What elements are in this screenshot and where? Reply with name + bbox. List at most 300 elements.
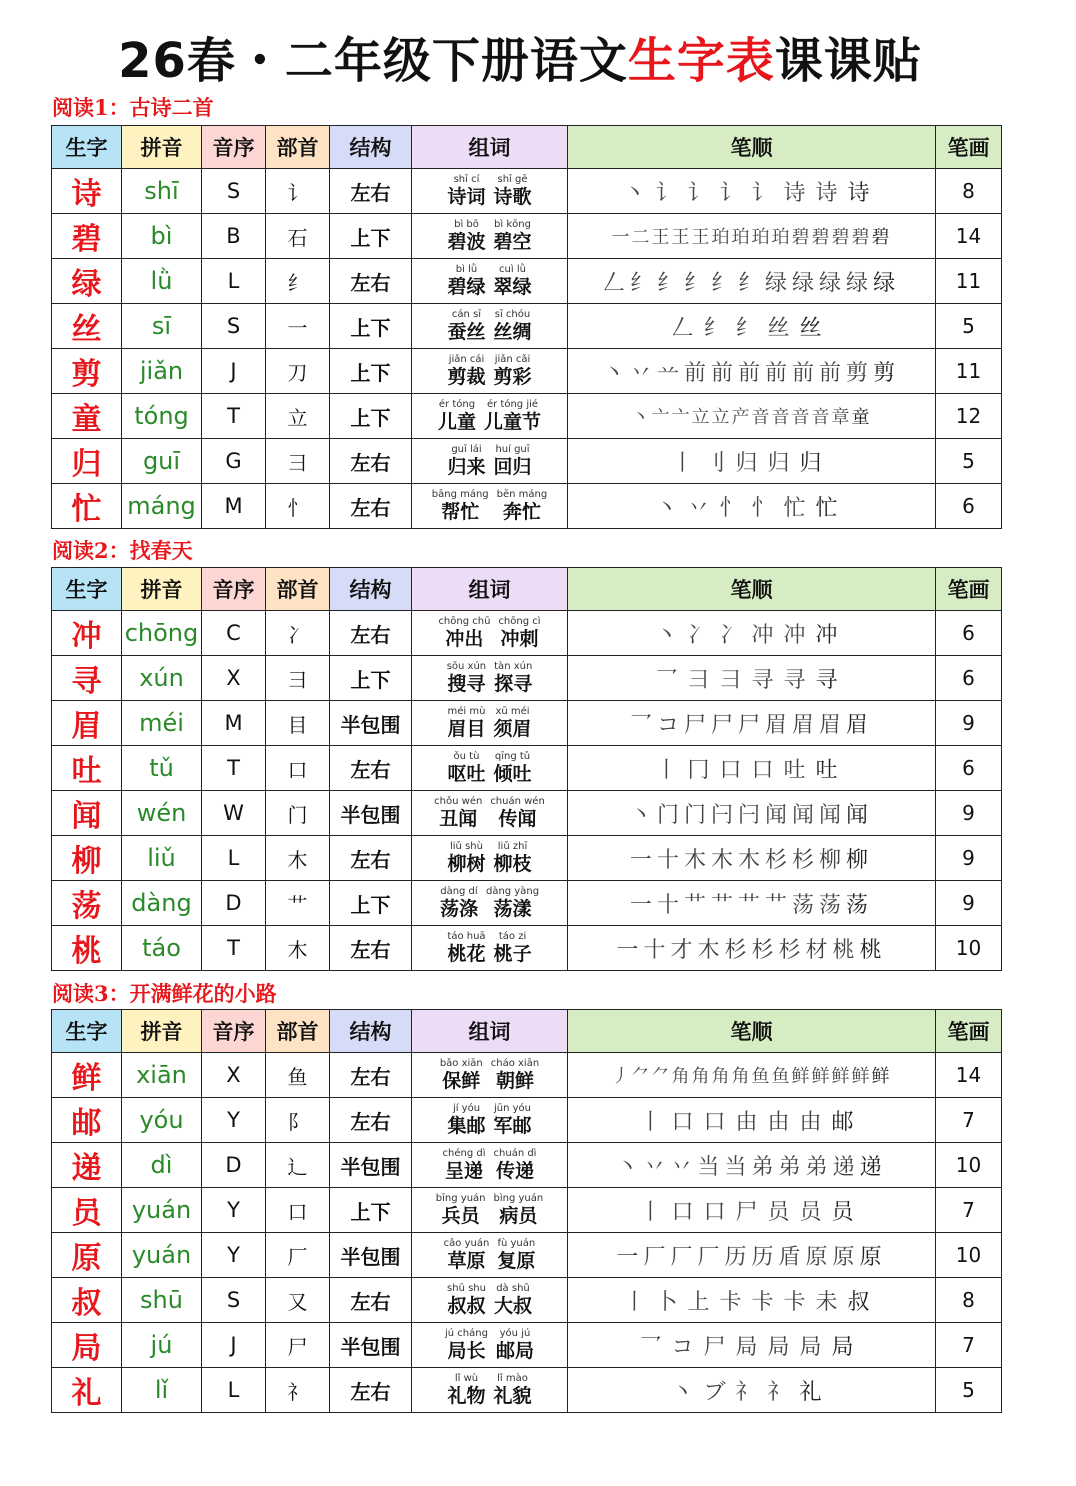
structure-cell: 上下: [330, 349, 412, 394]
stroke-count-cell: 8: [936, 1278, 1002, 1323]
stroke-step: 立: [691, 407, 710, 428]
character-cell: 递: [52, 1143, 122, 1188]
stroke-step: 杉: [765, 847, 788, 873]
header-strokes: 笔顺: [568, 126, 936, 169]
word-pinyin: cuì lǜ: [499, 264, 526, 275]
stroke-step: 艹: [683, 892, 706, 918]
stroke-step: 闩: [737, 802, 760, 828]
stroke-step: 眉: [846, 712, 869, 738]
stroke-count-cell: 9: [936, 881, 1002, 926]
word-hanzi: 叔叔: [447, 1295, 486, 1317]
stroke-step: 员: [799, 1199, 822, 1225]
stroke-step: 丨: [655, 757, 678, 783]
word-pair: [494, 1103, 532, 1137]
structure-cell: 左右: [330, 1053, 412, 1098]
stroke-step: 口: [719, 757, 742, 783]
word-pair: [447, 751, 485, 785]
stroke-step: 尸: [703, 1334, 726, 1360]
stroke-step: 吐: [815, 757, 838, 783]
stroke-step: 员: [831, 1199, 854, 1225]
header-count: 笔画: [936, 568, 1002, 611]
stroke-step: 礻: [735, 1379, 758, 1405]
stroke-step: 由: [767, 1109, 790, 1135]
stroke-step: 𠃋: [671, 315, 694, 341]
radical-cell: 尸: [266, 1323, 330, 1368]
structure-cell: 上下: [330, 394, 412, 439]
page-title: 26春・二年级下册语文生字表课课贴: [118, 33, 922, 89]
header-structure: 结构: [330, 1010, 412, 1053]
stroke-step: 眉: [792, 712, 815, 738]
stroke-step: 木: [737, 847, 760, 873]
stroke-step: 卜: [655, 1289, 678, 1315]
word-hanzi: 奔忙: [502, 501, 541, 523]
words-cell: [412, 259, 568, 304]
structure-cell: 左右: [330, 1278, 412, 1323]
stroke-count-cell: 9: [936, 701, 1002, 746]
stroke-step: 丨: [639, 1199, 662, 1225]
radical-cell: 冫: [266, 611, 330, 656]
stroke-step: 忙: [783, 495, 806, 521]
table-row: [52, 349, 1002, 394]
word-pinyin: bì bō: [454, 219, 479, 230]
stroke-step: 荡: [792, 892, 815, 918]
table-row: [52, 881, 1002, 926]
stroke-step: 绿: [819, 270, 842, 296]
table-row: [52, 1233, 1002, 1278]
word-pair: [494, 264, 532, 298]
stroke-step: 艹: [765, 892, 788, 918]
stroke-step: 闻: [819, 802, 842, 828]
structure-cell: 左右: [330, 259, 412, 304]
stroke-step: 鲜: [871, 1066, 890, 1087]
table-row: [52, 1188, 1002, 1233]
stroke-step: 鱼: [751, 1066, 770, 1087]
table-header-row: [52, 568, 1002, 611]
stroke-step: 艹: [737, 892, 760, 918]
radical-cell: 阝: [266, 1098, 330, 1143]
header-pinyin: 拼音: [122, 568, 202, 611]
stroke-step: 珀: [731, 227, 750, 248]
stroke-step: 绿: [792, 270, 815, 296]
stroke-count-cell: 8: [936, 169, 1002, 214]
word-pinyin: shī gē: [497, 174, 528, 185]
word-pinyin: fù yuán: [497, 1238, 536, 1249]
structure-cell: 左右: [330, 439, 412, 484]
word-pinyin: táo huā: [447, 931, 486, 942]
stroke-step: 门: [683, 802, 706, 828]
stroke-step: 丶: [671, 1379, 694, 1405]
stroke-step: 二: [631, 227, 650, 248]
word-pinyin: ér tóng jié: [486, 399, 539, 410]
word-hanzi: 呕吐: [447, 763, 486, 785]
words-cell: [412, 439, 568, 484]
stroke-step: 员: [767, 1199, 790, 1225]
stroke-step: 弟: [778, 1154, 801, 1180]
stroke-step: 卡: [783, 1289, 806, 1315]
stroke-step: 音: [771, 407, 790, 428]
radical-cell: 木: [266, 836, 330, 881]
stroke-step: 纟: [656, 270, 679, 296]
character-table: [51, 1009, 1002, 1413]
stroke-step: 材: [805, 937, 828, 963]
radical-cell: 鱼: [266, 1053, 330, 1098]
stroke-step: 角: [711, 1066, 730, 1087]
word-pinyin: chōng chū: [438, 616, 491, 627]
stroke-step: 丶: [602, 360, 625, 386]
word-pair: [498, 616, 540, 650]
word-hanzi: 传递: [495, 1160, 534, 1182]
stroke-count-cell: 14: [936, 214, 1002, 259]
header-words: 组词: [412, 1010, 568, 1053]
stroke-step: 原: [805, 1244, 828, 1270]
word-pinyin: cán sī: [451, 309, 482, 320]
stroke-count-cell: 6: [936, 656, 1002, 701]
stroke-step: 诗: [815, 180, 838, 206]
word-pair: [494, 751, 532, 785]
character-cell: 丝: [52, 304, 122, 349]
radical-cell: 厂: [266, 1233, 330, 1278]
stroke-step: 刂: [703, 450, 726, 476]
word-hanzi: 剪彩: [493, 366, 532, 388]
stroke-step: 眉: [765, 712, 788, 738]
stroke-step: 丶: [631, 407, 650, 428]
stroke-step: 邮: [831, 1109, 854, 1135]
character-cell: 诗: [52, 169, 122, 214]
initial-letter-cell: D: [202, 881, 266, 926]
stroke-step: 历: [751, 1244, 774, 1270]
stroke-step: 讠: [719, 180, 742, 206]
stroke-step: 丨: [623, 1289, 646, 1315]
word-pair: [486, 886, 539, 920]
stroke-step: 寻: [783, 667, 806, 693]
pinyin-cell: sī: [122, 304, 202, 349]
stroke-step: 木: [710, 847, 733, 873]
stroke-order-cell: [568, 1053, 936, 1098]
word-pair: [445, 1328, 488, 1362]
stroke-step: 王: [691, 227, 710, 248]
word-pair: [447, 309, 485, 343]
stroke-step: 冲: [815, 622, 838, 648]
radical-cell: 门: [266, 791, 330, 836]
header-count: 笔画: [936, 126, 1002, 169]
stroke-step: 前: [710, 360, 733, 386]
stroke-step: 归: [735, 450, 758, 476]
character-cell: 员: [52, 1188, 122, 1233]
words-cell: [412, 1278, 568, 1323]
stroke-step: 历: [724, 1244, 747, 1270]
stroke-step: 卡: [751, 1289, 774, 1315]
stroke-step: 丶: [629, 802, 652, 828]
pinyin-cell: xún: [122, 656, 202, 701]
table-row: [52, 484, 1002, 529]
stroke-step: 讠: [655, 180, 678, 206]
character-cell: 礼: [52, 1368, 122, 1413]
words-cell: [412, 1188, 568, 1233]
stroke-order-cell: [568, 1188, 936, 1233]
structure-cell: 左右: [330, 836, 412, 881]
words-cell: [412, 881, 568, 926]
stroke-step: 原: [859, 1244, 882, 1270]
stroke-step: 口: [671, 1199, 694, 1225]
word-hanzi: 礼物: [447, 1385, 486, 1407]
stroke-order-cell: [568, 1323, 936, 1368]
word-pair: [447, 174, 485, 208]
stroke-step: 前: [792, 360, 815, 386]
stroke-step: 丨: [639, 1109, 662, 1135]
words-cell: [412, 484, 568, 529]
stroke-order-cell: [568, 349, 936, 394]
words-cell: [412, 701, 568, 746]
stroke-order-cell: [568, 1098, 936, 1143]
word-pair: [447, 264, 485, 298]
word-hanzi: 蚕丝: [447, 321, 486, 343]
word-hanzi: 集邮: [447, 1115, 486, 1137]
word-hanzi: 柳枝: [493, 853, 532, 875]
word-pair: [438, 399, 476, 433]
stroke-order-cell: [568, 701, 936, 746]
stroke-step: 荡: [819, 892, 842, 918]
initial-letter-cell: M: [202, 484, 266, 529]
character-cell: 眉: [52, 701, 122, 746]
table-row: [52, 611, 1002, 656]
initial-letter-cell: L: [202, 836, 266, 881]
pinyin-cell: tóng: [122, 394, 202, 439]
stroke-step: 讠: [687, 180, 710, 206]
stroke-step: 口: [751, 757, 774, 783]
initial-letter-cell: W: [202, 791, 266, 836]
stroke-step: 闻: [765, 802, 788, 828]
stroke-step: 诗: [847, 180, 870, 206]
header-order: 音序: [202, 126, 266, 169]
structure-cell: 上下: [330, 1188, 412, 1233]
word-pair: [497, 1238, 535, 1272]
stroke-step: 尸: [710, 712, 733, 738]
stroke-count-cell: 5: [936, 304, 1002, 349]
word-pinyin: dàng yàng: [485, 886, 540, 897]
words-cell: [412, 1233, 568, 1278]
stroke-order-cell: [568, 611, 936, 656]
stroke-step: 局: [799, 1334, 822, 1360]
pinyin-cell: yóu: [122, 1098, 202, 1143]
stroke-order-cell: [568, 259, 936, 304]
stroke-step: 剪: [846, 360, 869, 386]
stroke-step: 前: [765, 360, 788, 386]
stroke-step: 尸: [735, 1199, 758, 1225]
stroke-step: 珀: [711, 227, 730, 248]
words-cell: [412, 926, 568, 971]
stroke-step: 局: [767, 1334, 790, 1360]
word-pinyin: chuán dì: [493, 1148, 537, 1159]
word-pinyin: ǒu tù: [453, 751, 480, 762]
structure-cell: 左右: [330, 611, 412, 656]
character-cell: 鲜: [52, 1053, 122, 1098]
stroke-step: 杉: [751, 937, 774, 963]
header-count: 笔画: [936, 1010, 1002, 1053]
radical-cell: 口: [266, 746, 330, 791]
word-pinyin: jiǎn cái: [448, 354, 485, 365]
stroke-order-cell: [568, 926, 936, 971]
stroke-step: 珀: [771, 227, 790, 248]
words-cell: [412, 214, 568, 259]
stroke-step: 眉: [819, 712, 842, 738]
stroke-order-cell: [568, 836, 936, 881]
stroke-step: 丷: [670, 1154, 693, 1180]
stroke-step: 当: [724, 1154, 747, 1180]
word-hanzi: 邮局: [495, 1340, 534, 1362]
stroke-step: 递: [832, 1154, 855, 1180]
table-row: [52, 214, 1002, 259]
word-hanzi: 须眉: [493, 718, 532, 740]
table-row: [52, 169, 1002, 214]
word-pair: [484, 399, 541, 433]
word-hanzi: 剪裁: [447, 366, 486, 388]
initial-letter-cell: X: [202, 656, 266, 701]
word-hanzi: 丑闻: [439, 808, 478, 830]
header-strokes: 笔顺: [568, 568, 936, 611]
stroke-step: 乛: [655, 667, 678, 693]
words-cell: [412, 1368, 568, 1413]
initial-letter-cell: S: [202, 169, 266, 214]
stroke-step: コ: [671, 1334, 694, 1360]
word-pair: [490, 796, 545, 830]
header-char: 生字: [52, 568, 122, 611]
word-pair: [494, 1193, 544, 1227]
stroke-step: 鲜: [811, 1066, 830, 1087]
word-pair: [436, 1193, 486, 1227]
word-pair: [494, 1148, 537, 1182]
stroke-count-cell: 11: [936, 349, 1002, 394]
header-structure: 结构: [330, 568, 412, 611]
word-hanzi: 儿童节: [484, 411, 542, 433]
word-hanzi: 局长: [447, 1340, 486, 1362]
stroke-order-cell: [568, 881, 936, 926]
word-hanzi: 兵员: [441, 1205, 480, 1227]
stroke-step: 鲜: [831, 1066, 850, 1087]
stroke-step: 一: [611, 227, 630, 248]
stroke-count-cell: 10: [936, 1143, 1002, 1188]
pinyin-cell: bì: [122, 214, 202, 259]
structure-cell: 上下: [330, 656, 412, 701]
character-cell: 绿: [52, 259, 122, 304]
table-header-row: [52, 126, 1002, 169]
stroke-step: 卡: [719, 1289, 742, 1315]
word-hanzi: 回归: [493, 456, 532, 478]
stroke-step: 音: [791, 407, 810, 428]
stroke-step: 纟: [737, 270, 760, 296]
word-hanzi: 诗歌: [493, 186, 532, 208]
stroke-step: 桃: [859, 937, 882, 963]
initial-letter-cell: J: [202, 1323, 266, 1368]
initial-letter-cell: Y: [202, 1188, 266, 1233]
stroke-step: 木: [683, 847, 706, 873]
word-pinyin: shū shu: [447, 1283, 486, 1294]
stroke-step: 十: [643, 937, 666, 963]
word-hanzi: 桃子: [493, 943, 532, 965]
stroke-order-cell: [568, 484, 936, 529]
stroke-step: 才: [670, 937, 693, 963]
header-order: 音序: [202, 1010, 266, 1053]
initial-letter-cell: S: [202, 1278, 266, 1323]
word-pinyin: sōu xún: [446, 661, 487, 672]
pinyin-cell: lǐ: [122, 1368, 202, 1413]
stroke-step: 丶: [655, 622, 678, 648]
word-pair: [432, 489, 489, 523]
word-hanzi: 归来: [447, 456, 486, 478]
word-pinyin: tàn xún: [494, 661, 533, 672]
header-order: 音序: [202, 568, 266, 611]
stroke-step: 纟: [735, 315, 758, 341]
word-hanzi: 柳树: [447, 853, 486, 875]
character-cell: 寻: [52, 656, 122, 701]
stroke-step: 杉: [778, 937, 801, 963]
word-pair: [447, 931, 485, 965]
section-heading: 阅读3：开满鲜花的小路: [52, 981, 277, 1006]
radical-cell: 刀: [266, 349, 330, 394]
stroke-step: 丶: [623, 180, 646, 206]
word-hanzi: 桃花: [447, 943, 486, 965]
stroke-step: 彐: [687, 667, 710, 693]
structure-cell: 左右: [330, 484, 412, 529]
pinyin-cell: yuán: [122, 1188, 202, 1233]
word-pinyin: jiǎn cǎi: [494, 354, 531, 365]
table-row: [52, 1143, 1002, 1188]
stroke-step: 冫: [687, 622, 710, 648]
stroke-step: 由: [799, 1109, 822, 1135]
stroke-step: 音: [811, 407, 830, 428]
radical-cell: 礻: [266, 1368, 330, 1413]
stroke-order-cell: [568, 1278, 936, 1323]
radical-cell: 辶: [266, 1143, 330, 1188]
initial-letter-cell: T: [202, 394, 266, 439]
word-pinyin: dà shū: [496, 1283, 530, 1294]
header-structure: 结构: [330, 126, 412, 169]
stroke-step: 前: [683, 360, 706, 386]
words-cell: [412, 791, 568, 836]
table-row: [52, 1098, 1002, 1143]
word-hanzi: 荡漾: [493, 898, 532, 920]
word-pair: [447, 706, 485, 740]
table-row: [52, 791, 1002, 836]
radical-cell: 口: [266, 1188, 330, 1233]
word-pinyin: sī chóu: [494, 309, 531, 320]
pinyin-cell: wén: [122, 791, 202, 836]
word-pair: [443, 1148, 486, 1182]
structure-cell: 左右: [330, 1098, 412, 1143]
stroke-step: 诗: [783, 180, 806, 206]
word-pinyin: chuán wén: [490, 796, 545, 807]
character-cell: 局: [52, 1323, 122, 1368]
stroke-step: 弟: [751, 1154, 774, 1180]
structure-cell: 半包围: [330, 1323, 412, 1368]
stroke-count-cell: 7: [936, 1323, 1002, 1368]
stroke-step: 纟: [710, 270, 733, 296]
stroke-order-cell: [568, 1368, 936, 1413]
table-row: [52, 701, 1002, 746]
stroke-step: 王: [651, 227, 670, 248]
word-hanzi: 病员: [499, 1205, 538, 1227]
stroke-step: 产: [731, 407, 750, 428]
word-pinyin: bēn máng: [496, 489, 548, 500]
stroke-step: 柳: [819, 847, 842, 873]
stroke-step: 绿: [846, 270, 869, 296]
table-row: [52, 259, 1002, 304]
stroke-step: 亠: [651, 407, 670, 428]
stroke-step: 口: [703, 1109, 726, 1135]
word-pinyin: guī lái: [451, 444, 482, 455]
stroke-order-cell: [568, 439, 936, 484]
stroke-step: 纟: [703, 315, 726, 341]
character-table: [51, 125, 1002, 529]
